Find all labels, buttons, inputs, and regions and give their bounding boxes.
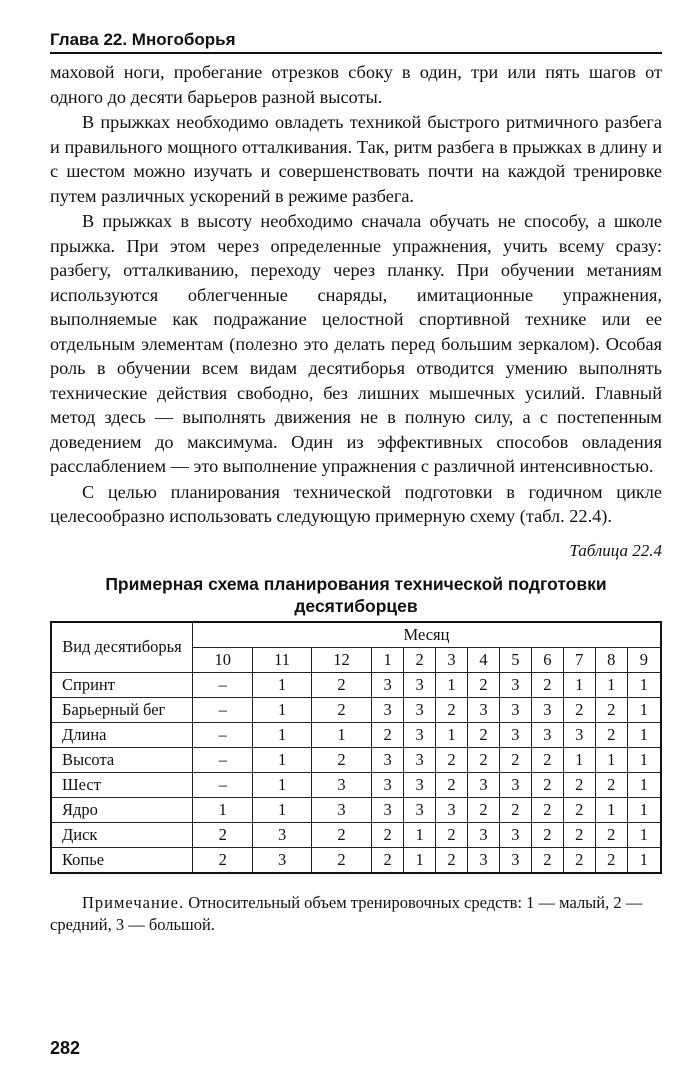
table-row — [51, 697, 661, 722]
month-header: 4 — [468, 647, 500, 672]
value-cell: 1 — [563, 672, 595, 697]
value-cell: 1 — [253, 797, 311, 822]
value-cell: 2 — [595, 722, 627, 747]
note-label: Примечание. — [82, 892, 185, 912]
value-cell: 2 — [311, 847, 371, 873]
value-cell: 2 — [563, 797, 595, 822]
table-row — [51, 672, 661, 697]
table-header-row — [51, 622, 661, 648]
value-cell: 3 — [563, 722, 595, 747]
value-cell: 2 — [311, 822, 371, 847]
value-cell: 1 — [627, 747, 661, 772]
value-cell: 1 — [436, 672, 468, 697]
value-cell: 3 — [311, 797, 371, 822]
page-number: 282 — [50, 1038, 81, 1058]
value-cell: 2 — [436, 822, 468, 847]
value-cell: 2 — [468, 797, 500, 822]
table-body — [51, 672, 661, 873]
value-cell: 3 — [372, 772, 404, 797]
value-cell: 3 — [372, 697, 404, 722]
value-cell: 2 — [436, 772, 468, 797]
month-column-header: Месяц — [193, 622, 662, 648]
value-cell: 2 — [595, 697, 627, 722]
value-cell: 1 — [253, 697, 311, 722]
table-caption: Таблица 22.4 — [569, 540, 662, 560]
value-cell: 1 — [627, 672, 661, 697]
sport-name-cell: Диск — [51, 822, 193, 847]
value-cell: 2 — [468, 722, 500, 747]
value-cell: 2 — [499, 747, 531, 772]
month-header: 3 — [436, 647, 468, 672]
value-cell: 2 — [563, 772, 595, 797]
value-cell: 3 — [499, 697, 531, 722]
value-cell: 2 — [595, 822, 627, 847]
value-cell: 3 — [253, 822, 311, 847]
page-content — [50, 30, 662, 936]
paragraph: В прыжках необходимо овладеть техникой быстрого ритмичного разбега и правильного мощного отталкивания. Так, ритм разбега в прыжках в длину и с шестом можно изучать и совершенствовать почти на каждой тренировке путем различных ускорений в режиме разбега. — [50, 112, 662, 206]
sport-name-cell: Копье — [51, 847, 193, 873]
running-head: Глава 22. Многоборья — [50, 30, 662, 54]
value-cell: 3 — [253, 847, 311, 873]
value-cell: 2 — [563, 822, 595, 847]
table-row — [51, 822, 661, 847]
value-cell: 1 — [627, 797, 661, 822]
value-cell: 1 — [627, 847, 661, 873]
value-cell: 2 — [311, 672, 371, 697]
sport-column-header: Вид десятиборья — [51, 622, 193, 673]
paragraph: В прыжках в высоту необходимо сначала обучать не способу, а школе прыжка. При этом через определенные упражнения, учить всему сразу: разбегу, отталкиванию, переходу через планку. При обучении метаниям используются облегченные снаряды, имитационные упражнения, выполняемые как подражание целостной спортивной технике или ее отдельным элементам (полезно это делать перед большим зеркалом). Особая роль в обучении всем видам десятиборья отводится умению выполнять технические действия свободно, без лишних мышечных усилий. Главный метод здесь — выполнять движения не в полную силу, а с постепенным доведением до максимума. Один из эффективных способов овладения расслаблением — это выполнение упражнения с различной интенсивностью. — [50, 211, 662, 476]
value-cell: 3 — [404, 672, 436, 697]
value-cell: 2 — [531, 772, 563, 797]
value-cell: 1 — [253, 672, 311, 697]
value-cell: 3 — [531, 697, 563, 722]
month-header: 5 — [499, 647, 531, 672]
table-title: Примерная схема планирования технической подготовки десятиборцев — [105, 573, 607, 616]
value-cell: 1 — [595, 747, 627, 772]
value-cell: 1 — [193, 797, 253, 822]
paragraph: С целью планирования технической подготовки в годичном цикле целесообразно использовать следующую примерную схему (табл. 22.4). — [50, 481, 662, 526]
value-cell: 1 — [563, 747, 595, 772]
sport-name-cell: Высота — [51, 747, 193, 772]
value-cell: 3 — [499, 672, 531, 697]
sport-name-cell: Ядро — [51, 797, 193, 822]
value-cell: 2 — [531, 847, 563, 873]
value-cell: 1 — [595, 797, 627, 822]
value-cell: – — [193, 747, 253, 772]
table-row — [51, 747, 661, 772]
value-cell: 2 — [563, 697, 595, 722]
value-cell: 2 — [531, 747, 563, 772]
value-cell: 1 — [627, 772, 661, 797]
value-cell: 2 — [436, 847, 468, 873]
value-cell: 3 — [404, 772, 436, 797]
sport-name-cell: Длина — [51, 722, 193, 747]
value-cell: 3 — [531, 722, 563, 747]
value-cell: 2 — [531, 672, 563, 697]
value-cell: – — [193, 697, 253, 722]
value-cell: 1 — [595, 672, 627, 697]
value-cell: – — [193, 722, 253, 747]
value-cell: 1 — [404, 822, 436, 847]
month-header: 1 — [372, 647, 404, 672]
value-cell: 2 — [372, 822, 404, 847]
sport-name-cell: Шест — [51, 772, 193, 797]
value-cell: 3 — [499, 822, 531, 847]
table-row — [51, 797, 661, 822]
value-cell: 3 — [468, 822, 500, 847]
value-cell: 1 — [253, 747, 311, 772]
paragraph-continued: маховой ноги, пробегание отрезков сбоку в один, три или пять шагов от одного до десяти барьеров разной высоты. — [50, 62, 662, 107]
value-cell: 2 — [595, 772, 627, 797]
value-cell: 2 — [311, 697, 371, 722]
value-cell: 2 — [499, 797, 531, 822]
value-cell: 2 — [531, 822, 563, 847]
value-cell: 2 — [563, 847, 595, 873]
value-cell: 2 — [193, 822, 253, 847]
value-cell: 2 — [311, 747, 371, 772]
value-cell: 2 — [468, 672, 500, 697]
value-cell: 3 — [404, 747, 436, 772]
value-cell: 3 — [404, 697, 436, 722]
value-cell: 1 — [253, 772, 311, 797]
value-cell: 3 — [372, 747, 404, 772]
body-text — [50, 60, 662, 529]
month-header: 2 — [404, 647, 436, 672]
month-header: 7 — [563, 647, 595, 672]
training-plan-table — [50, 621, 662, 874]
value-cell: 3 — [499, 772, 531, 797]
value-cell: 3 — [499, 847, 531, 873]
value-cell: 3 — [372, 797, 404, 822]
month-header: 11 — [253, 647, 311, 672]
value-cell: 3 — [404, 722, 436, 747]
value-cell: 2 — [372, 722, 404, 747]
value-cell: 1 — [627, 722, 661, 747]
value-cell: – — [193, 672, 253, 697]
value-cell: 3 — [372, 672, 404, 697]
value-cell: 3 — [499, 722, 531, 747]
value-cell: 1 — [311, 722, 371, 747]
value-cell: 2 — [595, 847, 627, 873]
value-cell: 3 — [468, 697, 500, 722]
value-cell: 1 — [627, 822, 661, 847]
value-cell: 1 — [436, 722, 468, 747]
value-cell: 3 — [311, 772, 371, 797]
value-cell: 2 — [531, 797, 563, 822]
sport-name-cell: Барьерный бег — [51, 697, 193, 722]
value-cell: – — [193, 772, 253, 797]
value-cell: 3 — [404, 797, 436, 822]
month-header: 9 — [627, 647, 661, 672]
value-cell: 2 — [436, 747, 468, 772]
value-cell: 1 — [404, 847, 436, 873]
month-header: 10 — [193, 647, 253, 672]
value-cell: 3 — [436, 797, 468, 822]
value-cell: 1 — [253, 722, 311, 747]
table-note — [50, 892, 662, 936]
month-header: 6 — [531, 647, 563, 672]
value-cell: 3 — [468, 847, 500, 873]
table-row — [51, 847, 661, 873]
value-cell: 2 — [193, 847, 253, 873]
month-header: 12 — [311, 647, 371, 672]
value-cell: 1 — [627, 697, 661, 722]
table-row — [51, 722, 661, 747]
value-cell: 2 — [468, 747, 500, 772]
value-cell: 3 — [468, 772, 500, 797]
sport-name-cell: Спринт — [51, 672, 193, 697]
value-cell: 2 — [372, 847, 404, 873]
table-row — [51, 772, 661, 797]
month-header: 8 — [595, 647, 627, 672]
note-text: Относительный объем тренировочных средств: 1 — малый, 2 — средний, 3 — большой. — [50, 892, 643, 934]
value-cell: 2 — [436, 697, 468, 722]
